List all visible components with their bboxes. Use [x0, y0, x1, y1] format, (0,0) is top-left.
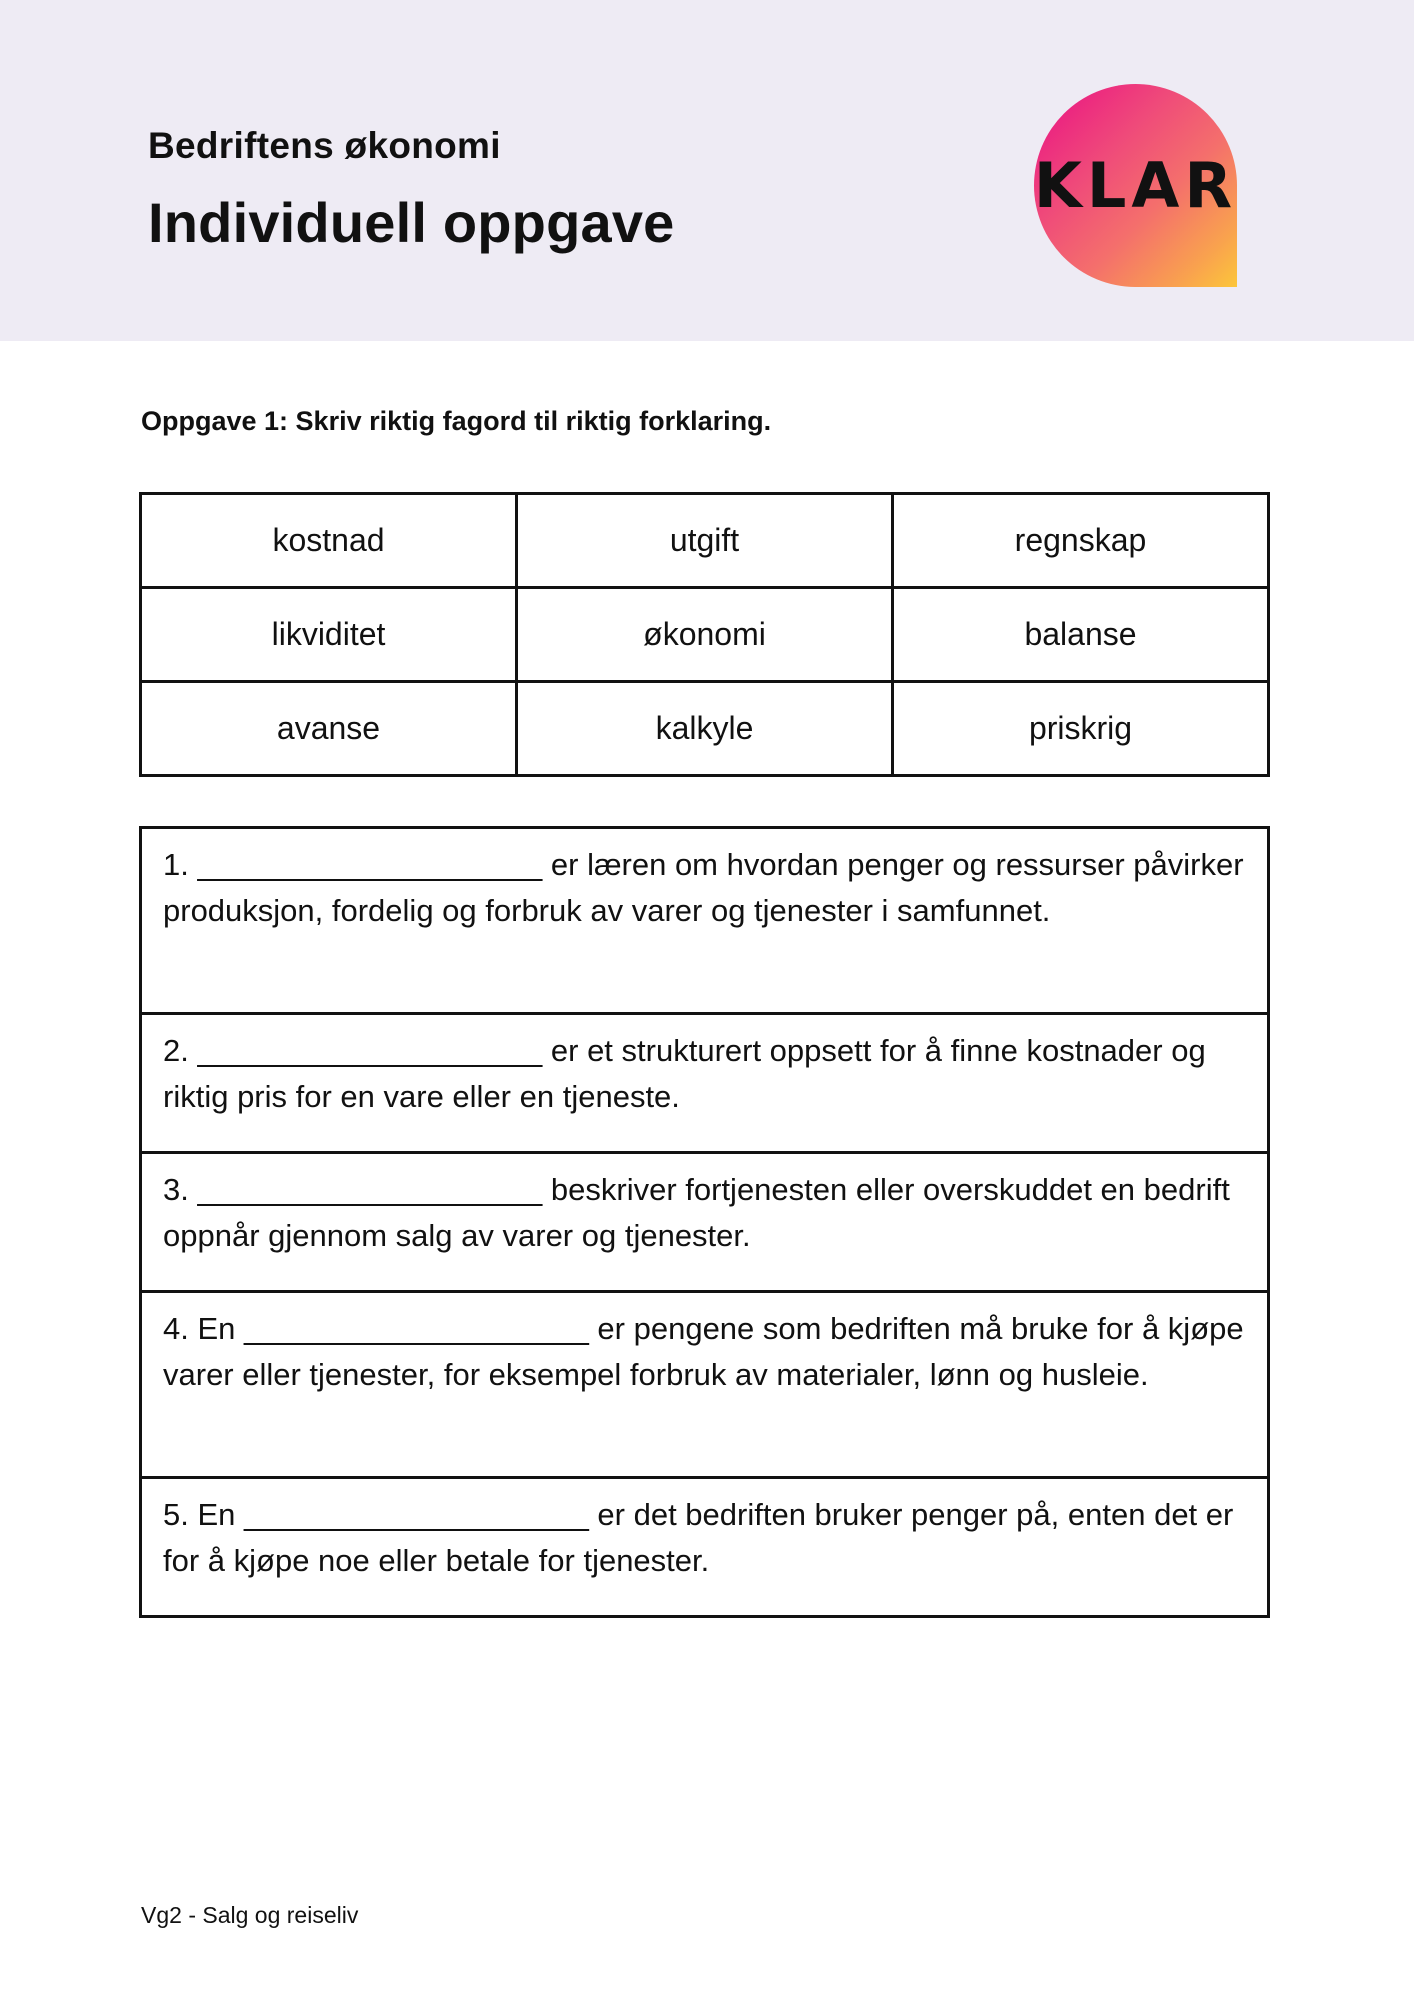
word-cell: likviditet — [141, 588, 517, 682]
klar-logo — [1034, 84, 1237, 287]
fill-in-row — [141, 1014, 1269, 1153]
fill-in-row — [141, 1478, 1269, 1617]
fill-in-table — [139, 826, 1270, 1618]
fill-in-sentence[interactable]: 3. ____________________ beskriver fortjenesten eller overskuddet en bedrift oppnår gjennom salg av varer og tjenester. — [141, 1153, 1269, 1292]
logo-text: KLAR — [1033, 149, 1238, 222]
word-cell: priskrig — [893, 682, 1269, 776]
word-cell: utgift — [517, 494, 893, 588]
word-bank-table — [139, 492, 1270, 777]
fill-in-row — [141, 1292, 1269, 1478]
word-cell: kalkyle — [517, 682, 893, 776]
page-footer: Vg2 - Salg og reiseliv — [141, 1902, 359, 1928]
page-title: Individuell oppgave — [148, 191, 675, 254]
word-cell: økonomi — [517, 588, 893, 682]
word-cell: balanse — [893, 588, 1269, 682]
fill-in-sentence[interactable]: 4. En ____________________ er pengene som bedriften må bruke for å kjøpe varer eller tjenester, for eksempel forbruk av materialer, lønn og husleie. — [141, 1292, 1269, 1478]
word-cell: avanse — [141, 682, 517, 776]
task-instruction: Oppgave 1: Skriv riktig fagord til riktig forklaring. — [141, 406, 772, 436]
page-header — [0, 0, 1414, 341]
word-cell: regnskap — [893, 494, 1269, 588]
word-cell: kostnad — [141, 494, 517, 588]
word-bank-row — [141, 494, 1269, 588]
fill-in-sentence[interactable]: 2. ____________________ er et strukturert oppsett for å finne kostnader og riktig pris for en vare eller en tjeneste. — [141, 1014, 1269, 1153]
word-bank-row — [141, 682, 1269, 776]
fill-in-sentence[interactable]: 1. ____________________ er læren om hvordan penger og ressurser påvirker produksjon, fordelig og forbruk av varer og tjenester i samfunnet. — [141, 828, 1269, 1014]
fill-in-row — [141, 828, 1269, 1014]
fill-in-sentence[interactable]: 5. En ____________________ er det bedriften bruker penger på, enten det er for å kjøpe noe eller betale for tjenester. — [141, 1478, 1269, 1617]
fill-in-row — [141, 1153, 1269, 1292]
word-bank-row — [141, 588, 1269, 682]
subject-heading: Bedriftens økonomi — [148, 125, 501, 166]
